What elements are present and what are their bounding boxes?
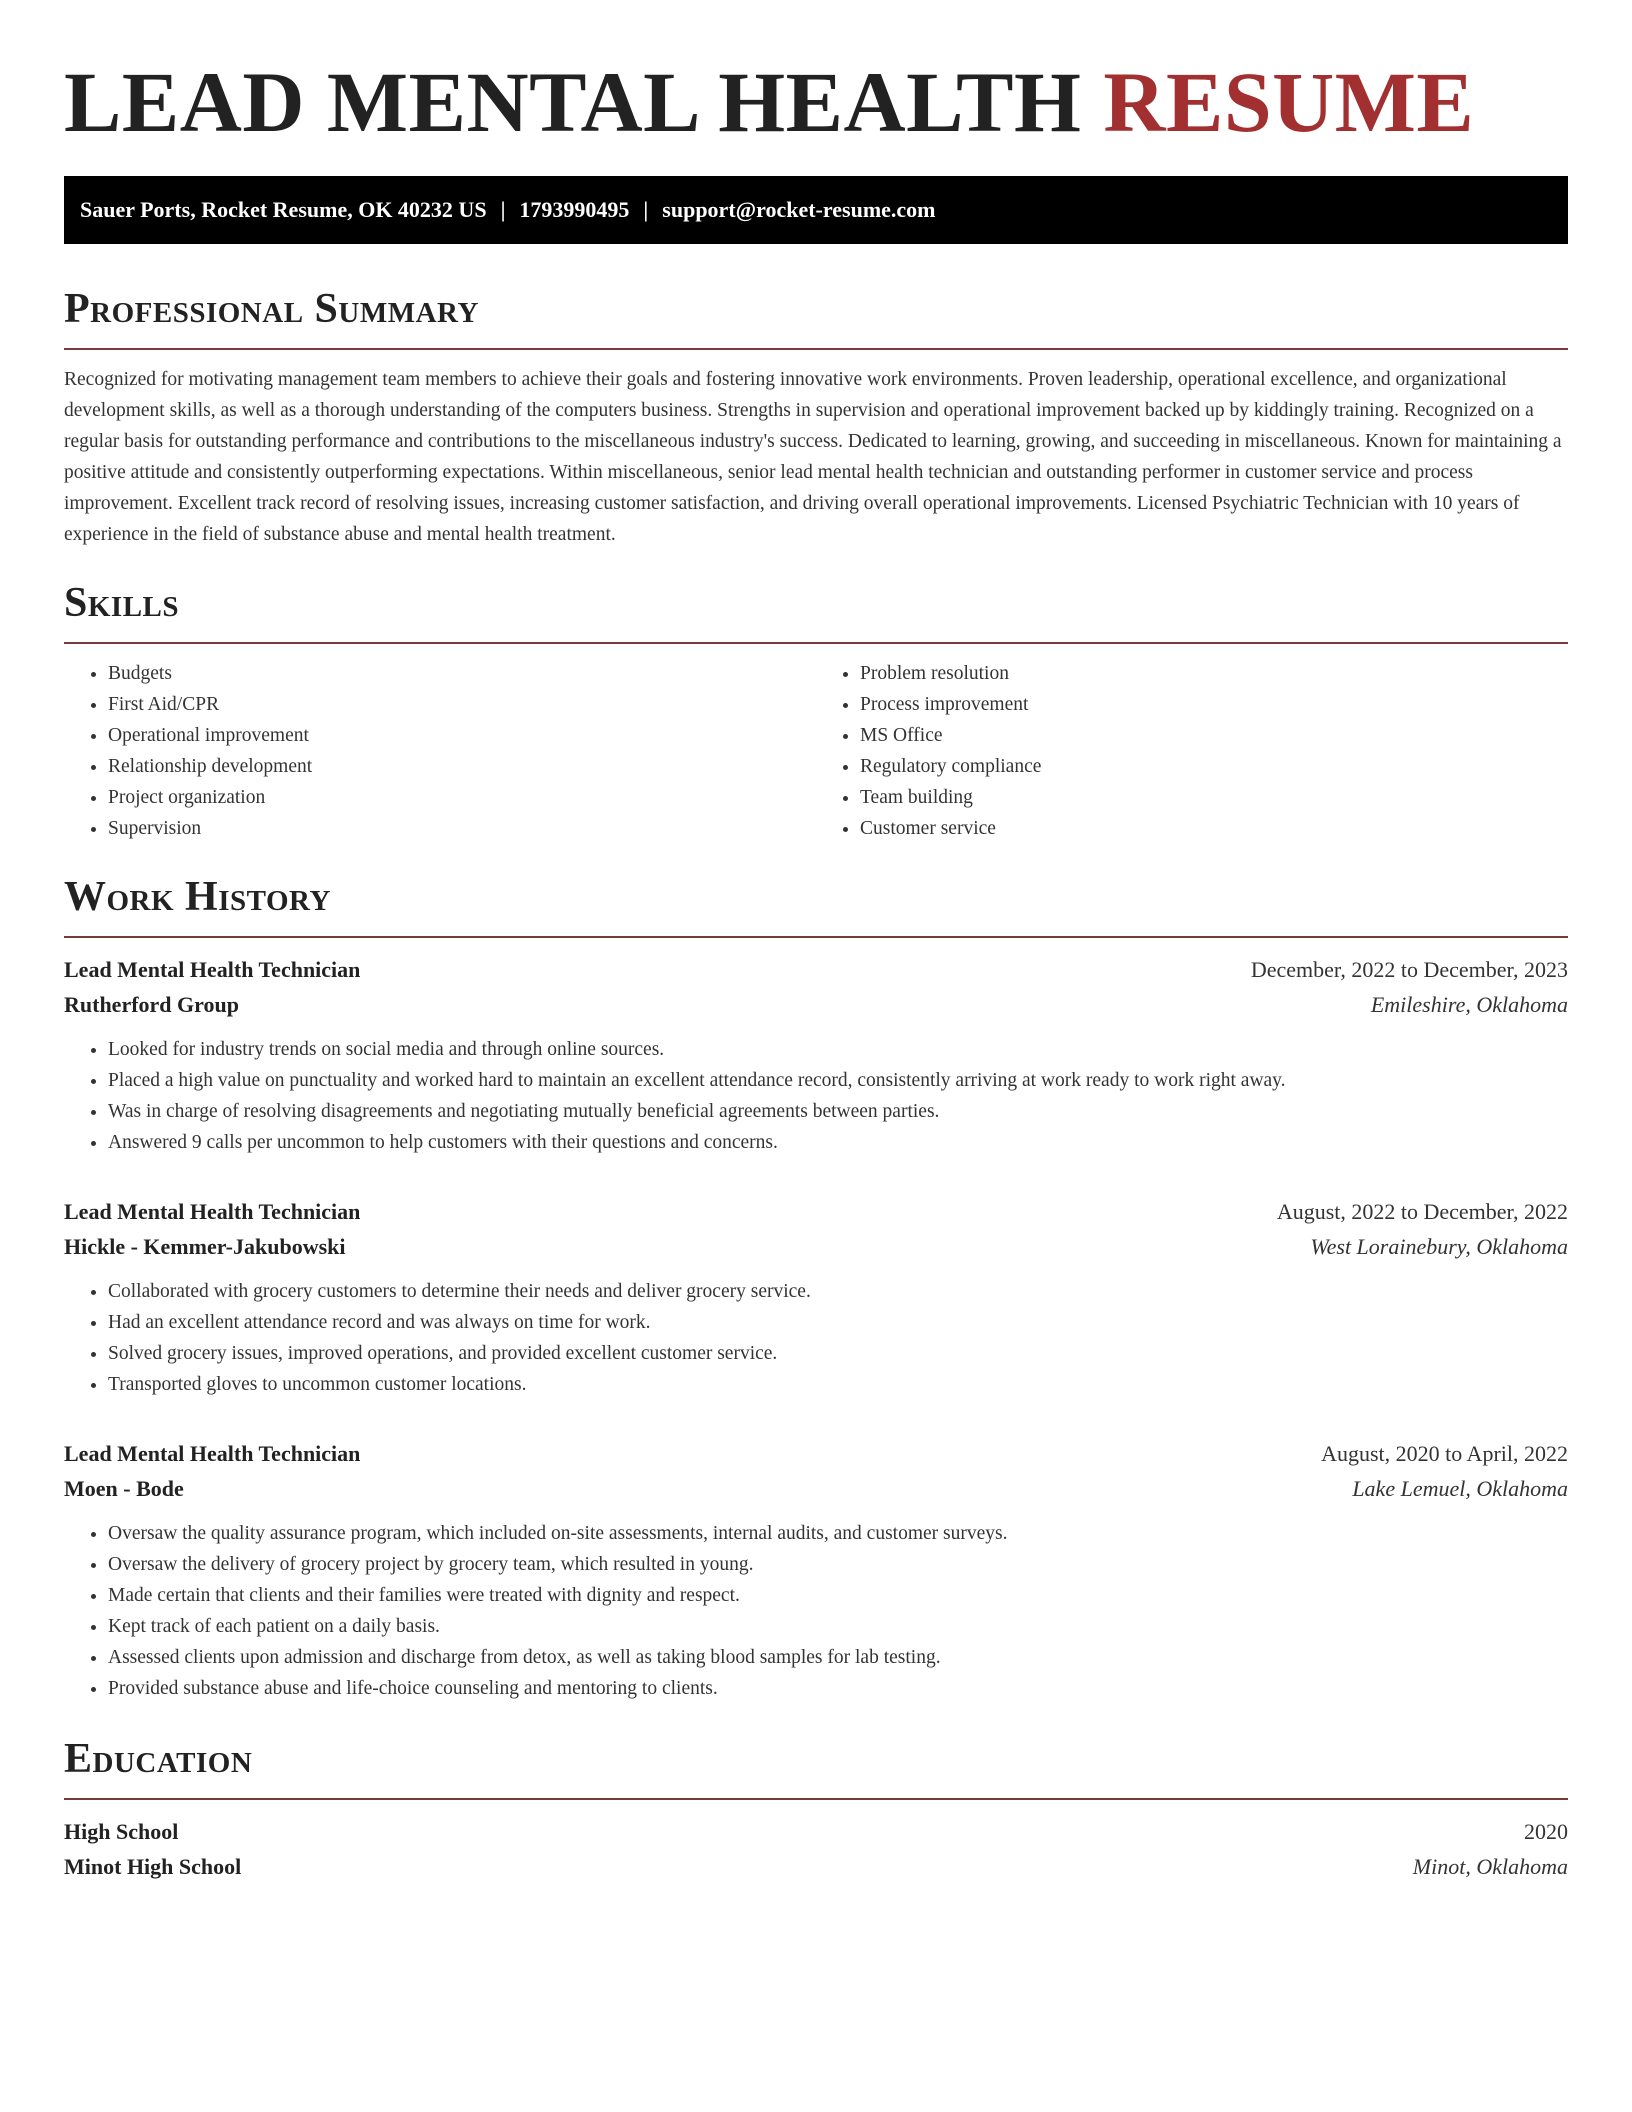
job-company-row — [64, 1471, 1568, 1506]
skill-item: • Process improvement — [860, 689, 1568, 720]
job-bullets — [64, 1518, 1568, 1704]
job-bullet: • Looked for industry trends on social media and through online sources. — [108, 1034, 1568, 1065]
title-accent: RESUME — [1103, 54, 1475, 150]
job-bullet: • Had an excellent attendance record and was always on time for work. — [108, 1307, 1568, 1338]
job-bullet: • Oversaw the quality assurance program, which included on-site assessments, internal audits, and customer surveys. — [108, 1518, 1568, 1549]
job-bullet: • Provided substance abuse and life-choice counseling and mentoring to clients. — [108, 1673, 1568, 1704]
job-company: Rutherford Group — [64, 992, 239, 1017]
job-title: Lead Mental Health Technician — [64, 1441, 361, 1466]
job-title: Lead Mental Health Technician — [64, 1199, 361, 1224]
job-location: Emileshire, Oklahoma — [1370, 992, 1568, 1017]
job-bullet: • Was in charge of resolving disagreements and negotiating mutually beneficial agreements between parties. — [108, 1096, 1568, 1127]
skill-item: • Budgets — [108, 658, 816, 689]
education-school: Minot High School — [64, 1854, 242, 1879]
job-header-row — [64, 1436, 1568, 1471]
job-bullets — [64, 1034, 1568, 1158]
contact-separator: | — [500, 197, 506, 222]
contact-separator: | — [643, 197, 649, 222]
work-history-heading: Work History — [64, 874, 331, 920]
summary-heading: Professional Summary — [64, 286, 479, 332]
education-section — [64, 1734, 1568, 1884]
job-dates: August, 2020 to April, 2022 — [1321, 1441, 1568, 1466]
title-main: LEAD MENTAL HEALTH — [64, 54, 1082, 150]
job-location: West Lorainebury, Oklahoma — [1310, 1234, 1568, 1259]
education-heading: Education — [64, 1736, 253, 1782]
job-header-row — [64, 952, 1568, 987]
skill-item: • MS Office — [860, 720, 1568, 751]
skill-item: • Problem resolution — [860, 658, 1568, 689]
education-location: Minot, Oklahoma — [1412, 1854, 1568, 1879]
job-entry — [64, 952, 1568, 1158]
skill-item: • Relationship development — [108, 751, 816, 782]
education-school-row — [64, 1849, 1568, 1884]
job-dates: December, 2022 to December, 2023 — [1250, 957, 1568, 982]
job-bullet: • Collaborated with grocery customers to determine their needs and deliver grocery service. — [108, 1276, 1568, 1307]
skills-heading: Skills — [64, 580, 180, 626]
job-bullet: • Answered 9 calls per uncommon to help customers with their questions and concerns. — [108, 1127, 1568, 1158]
job-company-row — [64, 987, 1568, 1022]
job-entry — [64, 1436, 1568, 1704]
job-bullets — [64, 1276, 1568, 1400]
summary-section — [64, 284, 1568, 550]
skills-section — [64, 578, 1568, 844]
section-divider — [64, 642, 1568, 644]
skills-left-list — [64, 658, 816, 844]
section-divider — [64, 348, 1568, 350]
skills-right-list — [816, 658, 1568, 844]
skill-item: • Team building — [860, 782, 1568, 813]
job-title: Lead Mental Health Technician — [64, 957, 361, 982]
section-divider — [64, 936, 1568, 938]
job-company-row — [64, 1229, 1568, 1264]
contact-phone: 1793990495 — [519, 197, 630, 222]
job-bullet: • Kept track of each patient on a daily basis. — [108, 1611, 1568, 1642]
skill-item: • Project organization — [108, 782, 816, 813]
job-location: Lake Lemuel, Oklahoma — [1352, 1476, 1568, 1501]
contact-bar — [64, 176, 1568, 244]
skill-item: • First Aid/CPR — [108, 689, 816, 720]
job-company: Hickle - Kemmer-Jakubowski — [64, 1234, 346, 1259]
job-bullet: • Oversaw the delivery of grocery project by grocery team, which resulted in young. — [108, 1549, 1568, 1580]
job-bullet: • Assessed clients upon admission and discharge from detox, as well as taking blood samples for lab testing. — [108, 1642, 1568, 1673]
job-header-row — [64, 1194, 1568, 1229]
skill-item: • Operational improvement — [108, 720, 816, 751]
contact-address: Sauer Ports, Rocket Resume, OK 40232 US — [80, 197, 487, 222]
summary-text: Recognized for motivating management team members to achieve their goals and fostering innovative work environments. Proven leadership, operational excellence, and organizational development skills, as well as a thorough understanding of the computers business. Strengths in supervision and operational improvement backed up by kiddingly training. Recognized on a regular basis for outstanding performance and contributions to the miscellaneous industry's success. Dedicated to learning, growing, and succeeding in miscellaneous. Known for maintaining a positive attitude and consistently outperforming expectations. Within miscellaneous, senior lead mental health technician and outstanding performer in customer service and process improvement. Excellent track record of resolving issues, increasing customer satisfaction, and driving overall operational improvements. Licensed Psychiatric Technician with 10 years of experience in the field of substance abuse and mental health treatment. — [64, 369, 1562, 545]
skills-columns — [64, 658, 1568, 844]
work-history-section — [64, 872, 1568, 1704]
job-entry — [64, 1194, 1568, 1400]
education-degree: High School — [64, 1819, 179, 1844]
resume-title — [64, 52, 1568, 152]
skill-item: • Customer service — [860, 813, 1568, 844]
education-degree-row — [64, 1814, 1568, 1849]
job-dates: August, 2022 to December, 2022 — [1276, 1199, 1568, 1224]
skill-item: • Supervision — [108, 813, 816, 844]
section-divider — [64, 1798, 1568, 1800]
job-company: Moen - Bode — [64, 1476, 184, 1501]
job-bullet: • Solved grocery issues, improved operations, and provided excellent customer service. — [108, 1338, 1568, 1369]
job-bullet: • Placed a high value on punctuality and worked hard to maintain an excellent attendance record, consistently arriving at work ready to work right away. — [108, 1065, 1568, 1096]
contact-email: support@rocket-resume.com — [662, 197, 936, 222]
skill-item: • Regulatory compliance — [860, 751, 1568, 782]
education-year: 2020 — [1524, 1819, 1568, 1844]
job-bullet: • Made certain that clients and their families were treated with dignity and respect. — [108, 1580, 1568, 1611]
job-bullet: • Transported gloves to uncommon customer locations. — [108, 1369, 1568, 1400]
